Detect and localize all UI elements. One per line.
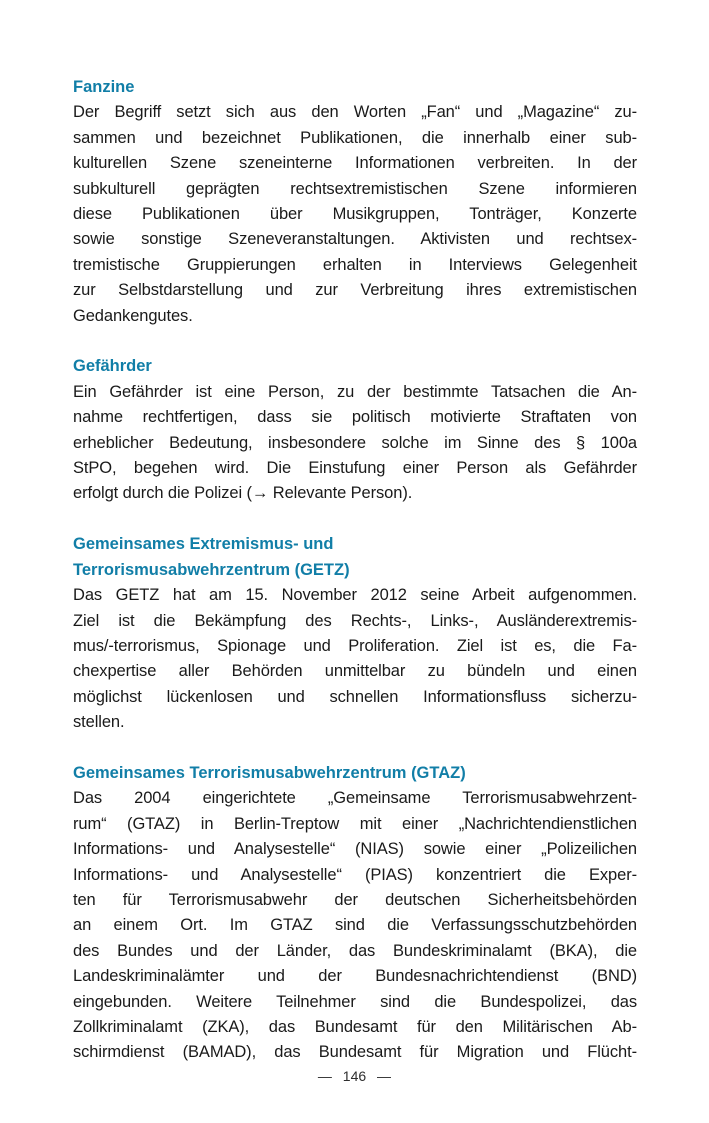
body-line: rum“ (GTAZ) in Berlin-Treptow mit einer „Nachrichtendienstlichen [73,814,637,833]
body-line: Ein Gefährder ist eine Person, zu der bestimmte Tatsachen die An- [73,382,637,401]
section-heading [73,354,637,379]
heading-line: Fanzine [73,78,135,96]
body-line: stellen. [73,713,125,732]
page-number: — 146 — [317,1068,392,1084]
glossary-entry [73,532,637,735]
body-line: Informations- und Analysestelle“ (NIAS) sowie einer „Polizeilichen [73,840,637,859]
section-body [73,786,637,1065]
body-line: erheblicher Bedeutung, insbesondere solche im Sinne des § 100a [73,433,637,452]
glossary-entry [73,354,637,506]
heading-line: Terrorismusabwehrzentrum (GETZ) [73,560,350,579]
body-line: Ziel ist die Bekämpfung des Rechts-, Links-, Ausländerextremis- [73,611,637,630]
section-body [73,100,637,329]
glossary-entry [73,75,637,329]
body-line: eingebunden. Weitere Teilnehmer sind die Bundespolizei, das [73,992,637,1011]
heading-line: Gefährder [73,357,152,376]
section-heading [73,75,637,100]
body-line: Das 2004 eingerichtete „Gemeinsame Terrorismusabwehrzent- [73,789,637,808]
section-body [73,583,637,735]
body-line: Der Begriff setzt sich aus den Worten „Fan“ und „Magazine“ zu- [73,103,637,122]
body-line: des Bundes und der Länder, das Bundeskriminalamt (BKA), die [73,941,637,960]
body-line: mus/-terrorismus, Spionage und Proliferation. Ziel ist es, die Fa- [73,636,637,655]
body-line: Gedankengutes. [73,306,193,325]
body-line: schirmdienst (BAMAD), das Bundesamt für Migration und Flücht- [73,1043,637,1062]
body-line: sammen und bezeichnet Publikationen, die innerhalb einer sub- [73,128,637,147]
section-body [73,380,637,507]
body-line: StPO, begehen wird. Die Einstufung einer Person als Gefährder [73,459,637,478]
body-line: nahme rechtfertigen, dass sie politisch motivierte Straftaten von [73,408,637,427]
body-line: diese Publikationen über Musikgruppen, Tonträger, Konzerte [73,205,637,224]
glossary-entry [73,761,637,1066]
heading-line: Gemeinsames Terrorismusabwehrzentrum (GTAZ) [73,763,466,782]
body-line: kulturellen Szene szeneinterne Informationen verbreiten. In der [73,154,637,173]
body-line: sowie sonstige Szeneveranstaltungen. Aktivisten und rechtsex- [73,230,637,249]
body-line: möglichst lückenlosen und schnellen Informationsfluss sicherzu- [73,687,637,706]
heading-line: Gemeinsames Extremismus- und [73,535,334,554]
body-line: chexpertise aller Behörden unmittelbar zu bündeln und einen [73,662,637,681]
body-line: erfolgt durch die Polizei (→ Relevante Person). [73,484,413,503]
body-line: Zollkriminalamt (ZKA), das Bundesamt für den Militärischen Ab- [73,1017,637,1036]
body-line: ten für Terrorismusabwehr der deutschen Sicherheitsbehörden [73,890,637,909]
body-line: zur Selbstdarstellung und zur Verbreitung ihres extremistischen [73,281,637,300]
section-heading [73,532,637,583]
body-line: tremistische Gruppierungen erhalten in Interviews Gelegenheit [73,255,637,274]
body-line: subkulturell geprägten rechtsextremistischen Szene informieren [73,179,637,198]
page-footer [0,1066,709,1086]
body-line: Landeskriminalämter und der Bundesnachrichtendienst (BND) [73,967,637,986]
body-line: Das GETZ hat am 15. November 2012 seine Arbeit aufgenommen. [73,586,637,605]
body-line: an einem Ort. Im GTAZ sind die Verfassungsschutzbehörden [73,916,637,935]
page-content [73,75,637,1066]
body-line: Informations- und Analysestelle“ (PIAS) konzentriert die Exper- [73,865,637,884]
section-heading [73,761,637,786]
